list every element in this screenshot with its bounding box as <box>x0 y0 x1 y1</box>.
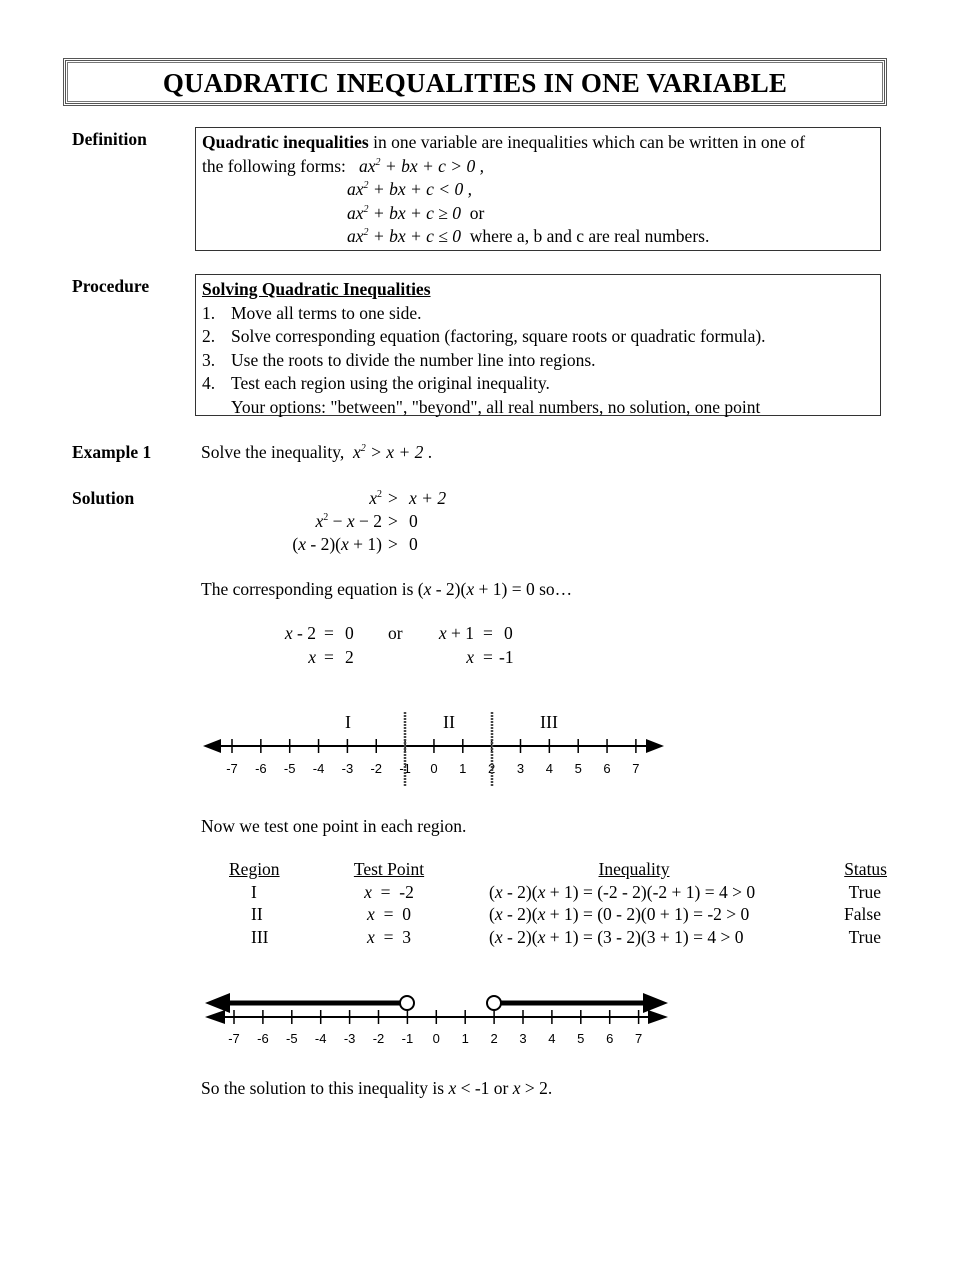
tick-label: -6 <box>255 761 267 776</box>
definition-term: Quadratic inequalities <box>202 132 369 152</box>
region-label-III: III <box>540 712 558 732</box>
definition-box <box>195 127 881 251</box>
cell-status: False <box>844 904 881 925</box>
number-line-ticks <box>226 739 639 776</box>
example-label: Example 1 <box>72 442 152 462</box>
tick-label: -3 <box>343 1031 356 1046</box>
definition-label: Definition <box>72 129 147 149</box>
example-inequality: $x^2 > x + 2$ <box>352 442 424 462</box>
conclusion-text: So the solution to this inequality is x < -1 or x > 2. <box>201 1078 553 1098</box>
procedure-step: 3. Use the roots to divide the number line into regions. <box>202 349 596 370</box>
root-left-sol-sign: = <box>324 647 334 667</box>
tick-label: 2 <box>490 1031 498 1046</box>
axis-left-arrow-icon <box>205 1010 225 1024</box>
title-box <box>63 58 887 106</box>
col-inequality: Inequality <box>598 859 670 879</box>
cell-test-point: x = 3 <box>367 926 411 947</box>
cell-region: I <box>251 881 257 902</box>
solution-step-1-lhs: $x^2$ <box>369 488 382 508</box>
root-left-sol-lhs: x <box>308 647 316 667</box>
form-4: $ax^2$ + bx + c ≤ 0 where a, b and c are real numbers. <box>347 226 710 246</box>
tick-label: 4 <box>545 761 553 776</box>
form-2: $ax^2$ + bx + c < 0 , <box>347 179 472 199</box>
root-right-eq-sign: = <box>483 623 493 643</box>
tick-label: 3 <box>519 1031 527 1046</box>
example-prompt: Solve the inequality, $x^2 > x + 2$ . <box>201 442 433 462</box>
tick-label: -7 <box>226 761 238 776</box>
tick-label: -5 <box>286 1031 298 1046</box>
tick-label: 5 <box>574 761 582 776</box>
tick-label: 5 <box>577 1031 585 1046</box>
procedure-box <box>195 274 881 416</box>
procedure-step: 2. Solve corresponding equation (factoring, square roots or quadratic formula). <box>202 326 766 346</box>
open-circle-minus-1 <box>400 996 414 1010</box>
solution-step-2-op: > <box>388 511 398 531</box>
tick-label: -4 <box>314 1031 327 1046</box>
solution-step-3-rhs: 0 <box>409 534 418 554</box>
cell-status: True <box>848 926 881 947</box>
root-left-eq-rhs: 0 <box>345 623 354 643</box>
cell-test-point: x = -2 <box>364 881 414 902</box>
root-right-sol-sign: = <box>483 647 493 667</box>
tick-label: -4 <box>312 761 325 776</box>
left-arrow-icon <box>203 739 221 753</box>
tick-label: 1 <box>461 1031 469 1046</box>
right-arrow-icon <box>646 739 664 753</box>
procedure-step: 1. Move all terms to one side. <box>202 302 422 323</box>
tick-label: -7 <box>228 1031 240 1046</box>
region-label-II: II <box>443 712 455 732</box>
tick-label: 4 <box>548 1031 556 1046</box>
region-label-I: I <box>345 712 351 732</box>
root-right-eq-lhs: x + 1 <box>438 623 474 643</box>
definition-line-1 <box>202 131 874 155</box>
cell-inequality: (x - 2)(x + 1) = (-2 - 2)(-2 + 1) = 4 > 0 <box>489 881 756 902</box>
tick-label: 0 <box>432 1031 440 1046</box>
root-right-sol-lhs: x <box>466 647 474 667</box>
regions-number-line <box>0 700 979 800</box>
tick-label: 1 <box>459 761 467 776</box>
tick-label: -6 <box>257 1031 269 1046</box>
root-right-eq-rhs: 0 <box>504 623 513 643</box>
test-points-table <box>229 858 887 949</box>
cell-status: True <box>848 881 881 902</box>
roots-connector: or <box>388 623 403 643</box>
tick-label: 6 <box>606 1031 614 1046</box>
solution-step-2-rhs: 0 <box>409 511 418 531</box>
cell-region: III <box>251 926 269 947</box>
solution-step-1-rhs: x + 2 <box>409 488 447 508</box>
tick-label: -2 <box>372 1031 385 1046</box>
procedure-label: Procedure <box>72 276 150 296</box>
cell-inequality: (x - 2)(x + 1) = (0 - 2)(0 + 1) = -2 > 0 <box>489 904 750 925</box>
test-intro-text: Now we test one point in each region. <box>201 816 467 836</box>
table-header-row <box>229 858 887 881</box>
tick-label: -1 <box>401 1031 414 1046</box>
table-row <box>229 926 887 949</box>
tick-label: 7 <box>632 761 640 776</box>
col-test-point: Test Point <box>353 859 425 879</box>
root-left-sol-rhs: 2 <box>345 647 354 667</box>
definition-forms-prefix: the following forms: <box>202 155 346 176</box>
table-row <box>229 904 887 927</box>
solution-step-3-op: > <box>388 534 398 554</box>
tick-label: -1 <box>399 761 411 776</box>
table-row <box>229 881 887 904</box>
solution-step-2-lhs: $x^2 - x - 2$ <box>315 511 382 531</box>
axis-right-arrow-icon <box>648 1010 668 1024</box>
solution-number-line <box>0 985 979 1055</box>
tick-label: -3 <box>341 761 354 776</box>
tick-label: -2 <box>370 761 383 776</box>
procedure-options-note: Your options: "between", "beyond", all real numbers, no solution, one point <box>231 396 761 417</box>
root-right-sol-rhs: -1 <box>499 647 514 667</box>
procedure-step: 4. Test each region using the original inequality. <box>202 373 550 393</box>
tick-label: 2 <box>488 761 496 776</box>
definition-line-2 <box>202 155 874 179</box>
tick-label: -5 <box>283 761 296 776</box>
right-ray-arrow-icon <box>643 993 668 1013</box>
cell-inequality: (x - 2)(x + 1) = (3 - 2)(3 + 1) = 4 > 0 <box>489 926 744 947</box>
open-circle-2 <box>487 996 501 1010</box>
root-left-eq-sign: = <box>324 623 334 643</box>
solution-step-3-lhs: (x - 2)(x + 1) <box>292 534 382 554</box>
tick-label: 6 <box>603 761 611 776</box>
tick-label: 3 <box>516 761 525 776</box>
solution-line-ticks <box>228 1010 642 1046</box>
corresponding-equation-text: The corresponding equation is (x - 2)(x + 1) = 0 so… <box>201 579 573 599</box>
cell-region: II <box>251 904 263 925</box>
col-region: Region <box>229 859 280 879</box>
col-status: Status <box>844 859 887 879</box>
solution-label: Solution <box>72 488 135 508</box>
solution-step-1-op: > <box>388 488 398 508</box>
definition-lead-text: in one variable are inequalities which can be written in one of <box>368 132 806 152</box>
procedure-heading: Solving Quadratic Inequalities <box>202 279 431 299</box>
form-3: $ax^2$ + bx + c ≥ 0 or <box>347 202 485 223</box>
root-left-eq-lhs: x - 2 <box>284 623 316 643</box>
page-title: QUADRATIC INEQUALITIES IN ONE VARIABLE <box>162 68 788 98</box>
left-ray-arrow-icon <box>205 993 230 1013</box>
tick-label: 7 <box>634 1031 643 1046</box>
form-1-expr: $ax^2$ + bx + c > 0 , <box>359 155 484 176</box>
cell-test-point: x = 0 <box>367 904 411 925</box>
tick-label: 0 <box>430 761 438 776</box>
